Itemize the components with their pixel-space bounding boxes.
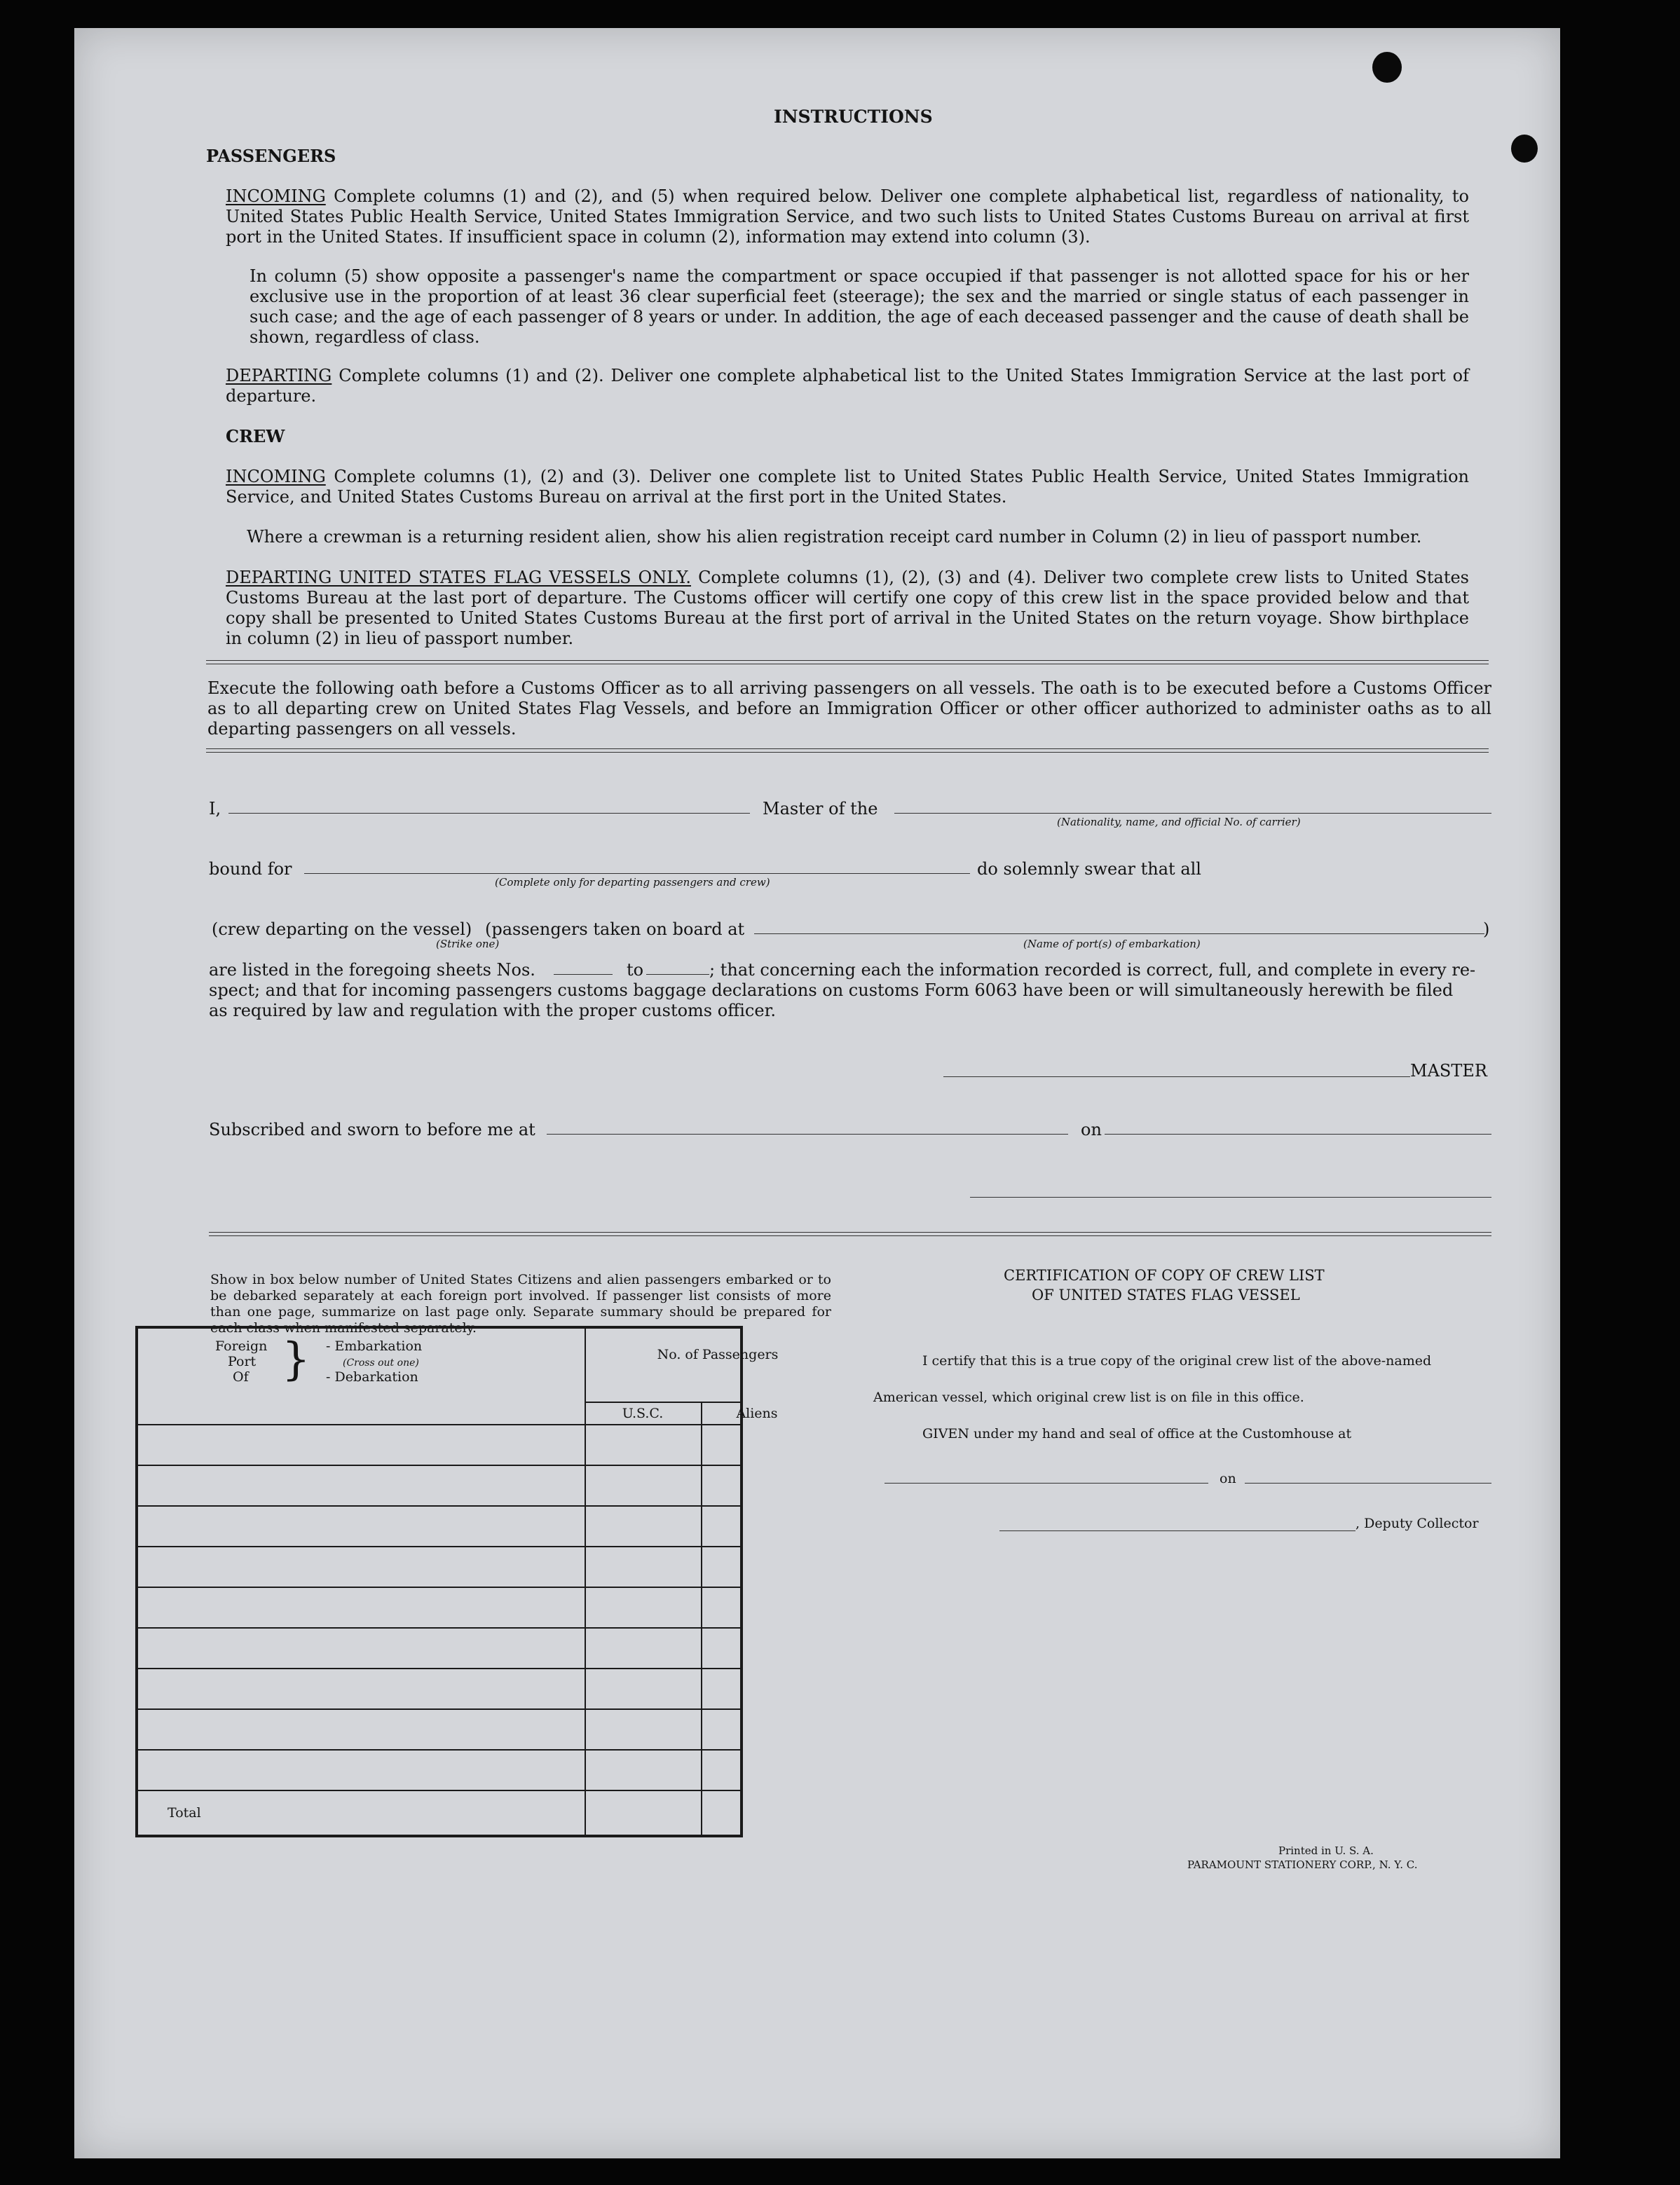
oath-listed-4: as required by law and regulation with the proper customs officer. <box>209 1001 777 1020</box>
oath-i: I, <box>209 799 221 818</box>
passengers-incoming-text: Complete columns (1) and (2), and (5) when required below. Deliver one complete alphabetical list, regardless of nationality, to United States Public Health Service, United States Immigration Service, and two such lists to United States Customs Bureau on arrival at first port in the United States. If insufficient space in column (2), information may extend into column (3). <box>226 186 1469 247</box>
certification-date-field[interactable] <box>1245 1483 1491 1484</box>
carrier-field[interactable] <box>894 813 1491 814</box>
port-hint: (Name of port(s) of embarkation) <box>1023 938 1201 950</box>
sheet-to-field[interactable] <box>646 974 709 975</box>
summary-instruction: Show in box below number of United States Citizens and alien passengers embarked or to be debarked separately at each foreign port involved. If passenger list consists of more than one page, summarize on last page only. Separate summary should be prepared for each class when manifested separately. <box>210 1272 831 1336</box>
table-row-line <box>138 1587 740 1588</box>
table-row-line <box>138 1627 740 1629</box>
passengers-departing-text: Complete columns (1) and (2). Deliver one complete alphabetical list to the United States Immigration Service at the last port of departure. <box>226 366 1469 406</box>
table-row-line <box>138 1546 740 1547</box>
table-row-line <box>138 1465 740 1466</box>
page-title: INSTRUCTIONS <box>774 107 933 127</box>
certification-title-1: CERTIFICATION OF COPY OF CREW LIST <box>1004 1267 1325 1284</box>
passengers-heading: PASSENGERS <box>206 146 336 166</box>
passengers-incoming-label: INCOMING <box>226 186 326 206</box>
crew-heading: CREW <box>226 426 285 446</box>
usc-header: U.S.C. <box>622 1406 664 1421</box>
punch-hole-right <box>1511 135 1538 163</box>
brace-icon: } <box>282 1334 310 1385</box>
oath-on: on <box>1081 1120 1102 1139</box>
master-name-field[interactable] <box>228 813 750 814</box>
certification-certify-1: I certify that this is a true copy of the original crew list of the above-named <box>922 1353 1432 1369</box>
certification-title-2: OF UNITED STATES FLAG VESSEL <box>1032 1287 1300 1303</box>
debarkation-label: - Debarkation <box>326 1369 418 1385</box>
sworn-date-field[interactable] <box>1105 1134 1491 1135</box>
divider-2 <box>206 748 1489 753</box>
strike-one-hint: (Strike one) <box>436 938 500 950</box>
form-page <box>74 28 1560 2158</box>
crew-departing-text: Complete columns (1), (2), (3) and (4). Deliver two complete crew lists to United States Customs Bureau at the last port of departure. The Customs officer will certify one copy of this crew list in the space provided below and that copy shall be presented to United States Customs Bureau at the first port of arrival in the United States on the return voyage. Show birthplace in column (2) in lieu of passport number. <box>226 568 1469 648</box>
oath-listed-3: spect; and that for incoming passengers customs baggage declarations on customs Form 6063 have been or will simultaneously herewith be filed <box>209 980 1454 1000</box>
officer-signature-field[interactable] <box>970 1197 1491 1198</box>
col-port: Port <box>228 1354 257 1369</box>
oath-crew-departing: (crew departing on the vessel) <box>212 919 472 939</box>
cross-out-hint: (Cross out one) <box>343 1357 419 1369</box>
master-label: MASTER <box>1410 1061 1487 1081</box>
printer-line-1: Printed in U. S. A. <box>1278 1844 1374 1857</box>
col-foreign: Foreign <box>215 1338 268 1354</box>
sworn-location-field[interactable] <box>547 1134 1068 1135</box>
table-row-line <box>138 1708 740 1710</box>
printer-line-2: PARAMOUNT STATIONERY CORP., N. Y. C. <box>1187 1858 1418 1871</box>
divider-3 <box>209 1232 1491 1236</box>
embarkation-port-field[interactable] <box>754 933 1484 934</box>
punch-hole-top <box>1372 52 1402 83</box>
passengers-incoming-paragraph <box>226 186 1469 247</box>
oath-subscribed: Subscribed and sworn to before me at <box>209 1120 535 1139</box>
table-row-line <box>138 1749 740 1751</box>
bound-for-hint: (Complete only for departing passengers and crew) <box>495 876 770 889</box>
oath-listed-2: ; that concerning each the information recorded is correct, full, and complete in every re- <box>709 960 1476 980</box>
oath-bound-for: bound for <box>209 859 292 879</box>
deputy-collector-signature-field[interactable] <box>999 1530 1355 1531</box>
oath-passengers-taken: (passengers taken on board at <box>485 919 745 939</box>
certification-given: GIVEN under my hand and seal of office at the Customhouse at <box>922 1426 1352 1441</box>
carrier-hint: (Nationality, name, and official No. of carrier) <box>1057 816 1301 828</box>
col-of: Of <box>233 1369 249 1385</box>
oath-instruction: Execute the following oath before a Customs Officer as to all arriving passengers on all vessels. The oath is to be executed before a Customs Officer as to all departing crew on United States Flag Vessels, and before an Immigration Officer or other officer authorized to administer oaths as to all departing passengers on all vessels. <box>207 678 1491 739</box>
total-label: Total <box>168 1805 201 1821</box>
passengers-departing-label: DEPARTING <box>226 366 332 385</box>
crew-resident-note: Where a crewman is a returning resident alien, show his alien registration receipt card number in Column (2) in lieu of passport number. <box>247 527 1422 547</box>
bound-for-field[interactable] <box>304 873 970 874</box>
oath-master-of-the: Master of the <box>763 799 878 818</box>
table-header-line <box>138 1424 740 1425</box>
oath-listed-1: are listed in the foregoing sheets Nos. <box>209 960 535 980</box>
table-col-divider-1 <box>585 1329 586 1835</box>
table-col-divider-2 <box>701 1402 702 1835</box>
oath-close-paren: ) <box>1483 919 1490 939</box>
deputy-collector-label: , Deputy Collector <box>1355 1516 1479 1531</box>
oath-listed-to: to <box>627 960 644 980</box>
crew-departing-label: DEPARTING UNITED STATES FLAG VESSELS ONLY. <box>226 568 691 587</box>
passengers-departing-paragraph <box>226 366 1469 406</box>
certification-certify-2: American vessel, which original crew list is on file in this office. <box>873 1390 1304 1405</box>
passenger-summary-table <box>135 1326 779 1837</box>
crew-incoming-text: Complete columns (1), (2) and (3). Deliver one complete list to United States Public Health Service, United States Immigration Service, and United States Customs Bureau on arrival at the first port in the United States. <box>226 467 1469 507</box>
table-row-line <box>138 1668 740 1669</box>
embarkation-label: - Embarkation <box>326 1338 423 1354</box>
sheet-from-field[interactable] <box>554 974 613 975</box>
crew-incoming-label: INCOMING <box>226 467 326 486</box>
customhouse-field[interactable] <box>885 1483 1208 1484</box>
master-signature-field[interactable] <box>943 1076 1410 1077</box>
divider-1 <box>206 660 1489 664</box>
crew-incoming-paragraph <box>226 467 1469 507</box>
certification-on: on <box>1220 1471 1236 1486</box>
crew-departing-paragraph <box>226 568 1469 649</box>
table-row-line <box>138 1790 740 1791</box>
column5-note: In column (5) show opposite a passenger's name the compartment or space occupied if that passenger is not allotted space for his or her exclusive use in the proportion of at least 36 clear superficial feet (steerage); the sex and the married or single status of each passenger in such case; and the age of each passenger of 8 years or under. In addition, the age of each deceased passenger and the cause of death shall be shown, regardless of class. <box>250 266 1469 347</box>
no-passengers-header: No. of Passengers <box>657 1347 779 1362</box>
aliens-header: Aliens <box>736 1406 778 1421</box>
table-subheader-line <box>585 1402 740 1403</box>
table-row-line <box>138 1505 740 1507</box>
oath-swear: do solemnly swear that all <box>977 859 1201 879</box>
